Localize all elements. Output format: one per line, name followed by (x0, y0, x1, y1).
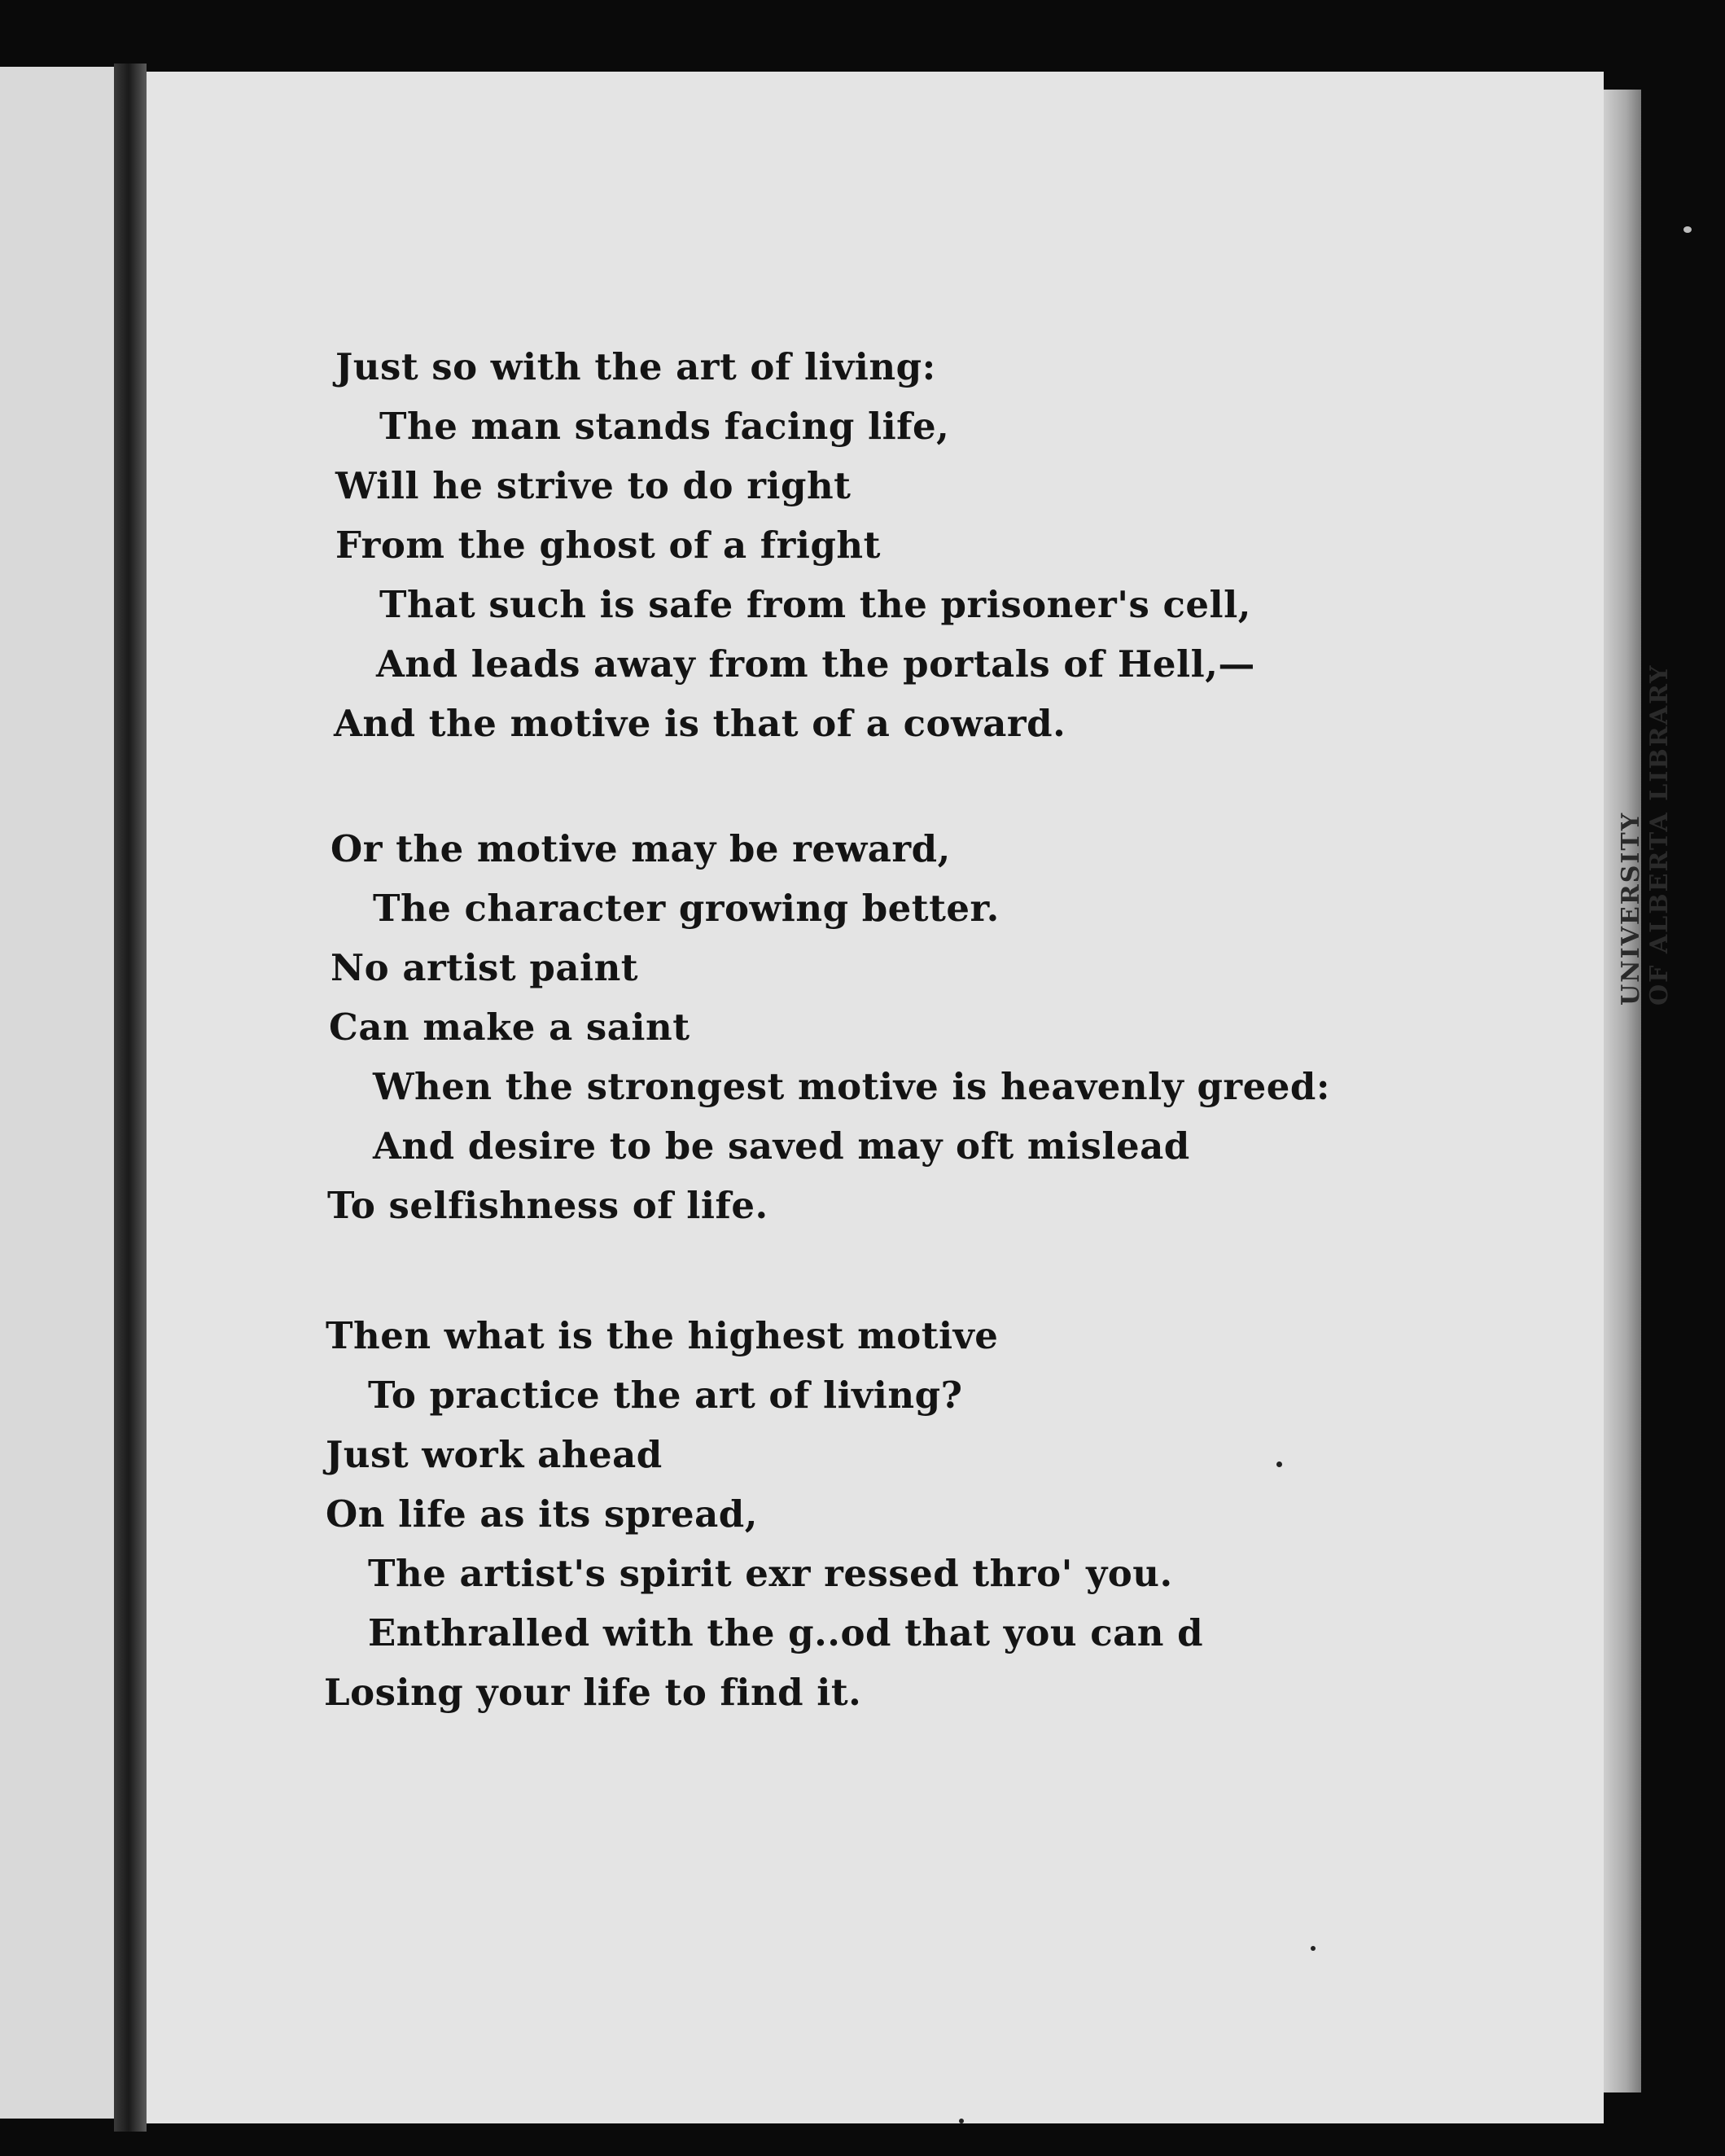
poem-line: Just work ahead (326, 1433, 663, 1476)
poem-line: That such is safe from the prisoner's cell, (379, 583, 1251, 626)
poem-line: And desire to be saved may oft mislead (373, 1124, 1190, 1168)
poem-line: Losing your life to find it. (324, 1671, 862, 1714)
library-stamp-line-1: UNIVERSITY (1617, 811, 1645, 1006)
poem-line: The artist's spirit exr ressed thro' you. (368, 1552, 1173, 1595)
poem-line: To selfishness of life. (327, 1184, 768, 1227)
poem-line: Will he strive to do right (335, 464, 852, 507)
library-stamp-line-2: OF ALBERTA LIBRARY (1644, 664, 1674, 1006)
poem-line: The character growing better. (373, 887, 1000, 930)
poem-line: Enthralled with the g..od that you can d (368, 1611, 1204, 1654)
poem-line: On life as its spread, (326, 1492, 758, 1536)
poem-line: And the motive is that of a coward. (334, 702, 1066, 745)
poem-line: To practice the art of living? (368, 1374, 963, 1417)
poem-line: When the strongest motive is heavenly greed: (373, 1065, 1330, 1108)
poem-line: No artist paint (331, 946, 639, 989)
poem-line: Can make a saint (329, 1006, 690, 1049)
poem-line: The man stands facing life, (379, 405, 950, 448)
poem-line: Or the motive may be reward, (331, 827, 951, 870)
poem-line: And leads away from the portals of Hell,— (376, 642, 1255, 686)
dust-speck (959, 2119, 964, 2123)
poem-line: Then what is the highest motive (326, 1314, 999, 1357)
poem-line: From the ghost of a fright (335, 524, 881, 567)
poem-line: Just so with the art of living: (335, 345, 936, 388)
dust-speck (1683, 226, 1692, 233)
dust-speck (1276, 1461, 1282, 1467)
dust-speck (1311, 1946, 1316, 1951)
